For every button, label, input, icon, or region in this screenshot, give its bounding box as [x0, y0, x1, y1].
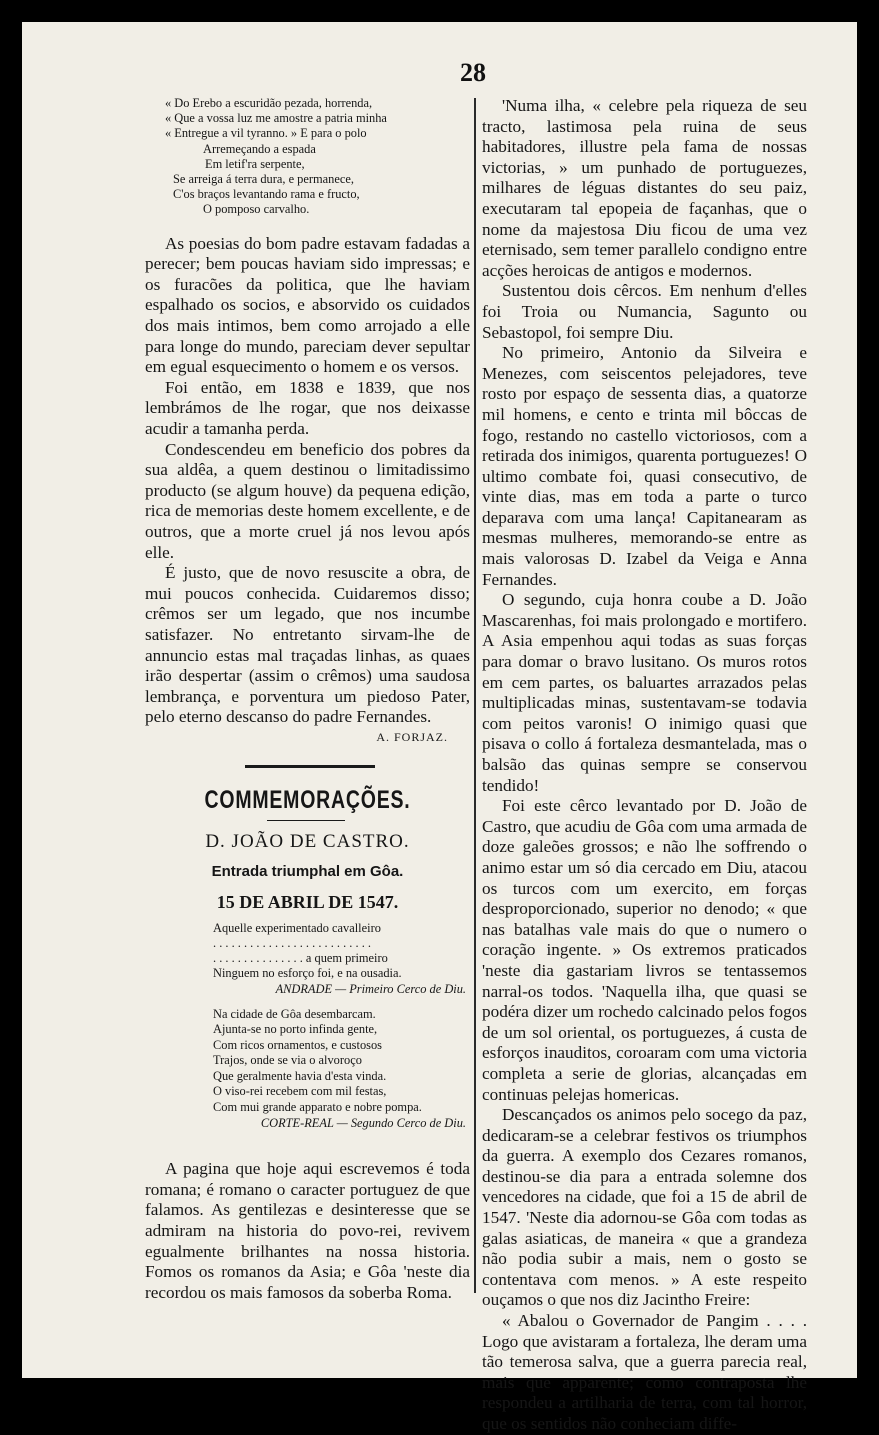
- article-date: 15 DE ABRIL DE 1547.: [216, 891, 399, 912]
- epigraph-line: Ninguem no esforço foi, e na ousadia.: [213, 966, 402, 981]
- paragraph: Foi então, em 1838 e 1839, que nos lembrámos de lhe rogar, que nos deixasse acudir a tamanha perda.: [145, 377, 470, 438]
- left-column: [145, 96, 470, 1303]
- signature: A. FORJAZ.: [376, 729, 448, 744]
- paragraph: Descançados os animos pelo socego da paz, dedicaram-se a celebrar festivos os triumphos da guerra. A exemplo dos Cezares romanos, destinou-se dia para a entrada solemne dos vencedores na cidade, que foi a 15 de abril de 1547. 'Neste dia adornou-se Gôa com todas as galas asiaticas, de maneira « que a grandeza não podia subir a mais, nem o gosto se contentava com menos. » A este respeito ouçamos o que nos diz Jacintho Freire:: [482, 1105, 807, 1310]
- epigraph-source: ANDRADE — Primeiro Cerco de Diu.: [275, 981, 466, 996]
- verse-line: « Do Erebo a escuridão pezada, horrenda,: [165, 96, 373, 110]
- article-event: Entrada triumphal em Gôa.: [211, 862, 404, 880]
- paragraph: Condescendeu em beneficio dos pobres da sua aldêa, a quem destinou o limitadissimo producto (se algum houve) da pequena edição, rica de memorias deste homem excellente, e de outros, que a morte cruel já nos levou após elle.: [145, 439, 470, 562]
- paragraph: 'Numa ilha, « celebre pela riqueza de seu tracto, lastimosa pela ruina de seus habitadores, illustre pela fama de nossas victorias, » um punhado de portuguezes, milhares de léguas distantes do seu paiz, executaram tal epopeia de façanhas, que o nome da majestosa Diu ficou de uma vez eternisado, sem temer parallelo condigno entre acções heroicas de antigos e modernos.: [482, 96, 807, 280]
- section-rule: [245, 765, 375, 768]
- verse-line: « Que a vossa luz me amostre a patria minha: [165, 111, 387, 126]
- paragraph: No primeiro, Antonio da Silveira e Menezes, com seiscentos pelejadores, teve rosto por espaço de sessenta dias, a quatorze mil homens, e cento e trinta mil bôccas de fogo, restando no castello victoriosos, com a retirada dos inimigos, quarenta portuguezes! O ultimo combate foi, quasi consecutivo, de vinte dias, mas em toda a parte o turco deparava com uma lança! Capitanearam as mesmas mulheres, memorando-se entre as mais valorosas D. Izabel da Veiga e Anna Fernandes.: [482, 343, 807, 589]
- epigraph-line: . . . . . . . . . . . . . . . a quem primeiro: [213, 951, 388, 966]
- verse-line: Em letif'ra serpente,: [205, 156, 305, 171]
- epigraph-line: O viso-rei recebem com mil festas,: [213, 1084, 387, 1099]
- paragraph: As poesias do bom padre estavam fadadas a perecer; bem poucas haviam sido impressas; e os furacões da politica, que lhe haviam espalhado os socios, e absorvido os cuidados dos mais intimos, bem como arrojado a elle para longe do mundo, pareciam dever sepultar em egual esquecimento o homem e os versos.: [145, 233, 470, 377]
- epigraph-line: . . . . . . . . . . . . . . . . . . . . . . . . . .: [213, 936, 371, 951]
- epigraph-line: Na cidade de Gôa desembarcam.: [213, 1006, 376, 1021]
- paragraph: Foi este cêrco levantado por D. João de Castro, que acudiu de Gôa com uma armada de doze galeões grossos; e não lhe soffrendo o animo estar um só dia cercado em Diu, atacou os turcos com um exercito, em forças desproporcionado, superior no denodo; « que nas batalhas vale mais do que o numero o coração ingente. » Os extremos praticados 'neste dia gastariam livros se tentassemos narral-os todos. 'Naquella ilha, que quasi se podéra dizer um rochedo calcinado pelos fogos de um sol oriental, os portuguezes, á custa de esforços inauditos, coroaram com uma victoria completa a serie de glorias, alcançadas em continuas pelejas homericas.: [482, 796, 808, 1104]
- opening-verse: [165, 96, 470, 218]
- paragraph: A pagina que hoje aqui escrevemos é toda romana; é romano o caracter portuguez de que falamos. As gentilezas e desinteresse que se admiram na historia do povo-rei, revivem egualmente brilhantes na nossa historia. Fomos os romanos da Asia; e Gôa 'neste dia recordou os mais famosos da soberba Roma.: [145, 1159, 470, 1302]
- verse-line: Se arreiga á terra dura, e permanece,: [173, 172, 354, 187]
- epigraph-first: [213, 921, 470, 982]
- verse-line: Arremeçando a espada: [203, 141, 316, 156]
- article-subject: D. JOÃO DE CASTRO.: [205, 830, 410, 852]
- epigraph-line: Ajunta-se no porto infinda gente,: [213, 1022, 378, 1037]
- page-number: 28: [460, 58, 486, 87]
- epigraph-line: Com ricos ornamentos, e custosos: [213, 1037, 382, 1052]
- right-column: [482, 96, 807, 1435]
- column-divider: [474, 98, 476, 1293]
- epigraph-line: Trajos, onde se via o alvoroço: [213, 1053, 362, 1068]
- paragraph: « Abalou o Governador de Pangim . . . . Logo que avistaram a fortaleza, lhe deram uma tão temerosa salva, que a guerra parecia real, mais que apparente; como contraposta lhe respondeu a artilharia de terra, com tal horror, que os sentidos não conheciam diffe-: [482, 1311, 807, 1433]
- section-title: COMMEMORAÇÕES.: [204, 785, 411, 814]
- epigraph-line: Com mui grande apparato e nobre pompa.: [213, 1099, 422, 1114]
- epigraph-line: Que geralmente havia d'esta vinda.: [213, 1068, 387, 1083]
- epigraph-line: Aquelle experimentado cavalleiro: [213, 920, 381, 935]
- verse-line: O pomposo carvalho.: [203, 202, 310, 217]
- verse-line: « Entregue a vil tyranno. » E para o polo: [165, 126, 367, 141]
- verse-line: C'os braços levantando rama e fructo,: [173, 187, 360, 202]
- paragraph: Sustentou dois cêrcos. Em nenhum d'elles foi Troia ou Numancia, Sagunto ou Sebastopol, foi sempre Diu.: [482, 281, 807, 342]
- paragraph: O segundo, cuja honra coube a D. João Mascarenhas, foi mais prolongado e mortifero. A Asia empenhou aqui todas as suas forças para domar o bravo lusitano. Os muros rotos em cem partes, os baluartes arrazados pelas multiplicadas minas, sustentavam-se todavia com peitos varonis! O inimigo quasi que pisava o collo á fortaleza desmantelada, mas o balsão das quinas sempre se conservou tendido!: [482, 590, 807, 795]
- epigraph-second: [213, 1007, 470, 1116]
- paragraph: É justo, que de novo resuscite a obra, de mui poucos conhecida. Cuidaremos disso; crêmos ser um legado, que nos incumbe satisfazer. No entretanto sirvam-lhe de annuncio estas mal traçadas linhas, as quaes irão despertar (assim o crêmos) uma saudosa lembrança, e porventura um piedoso Pater, pelo eterno descanso do padre Fernandes.: [145, 563, 470, 727]
- title-underline: [267, 820, 345, 821]
- epigraph-source: CORTE-REAL — Segundo Cerco de Diu.: [260, 1116, 466, 1131]
